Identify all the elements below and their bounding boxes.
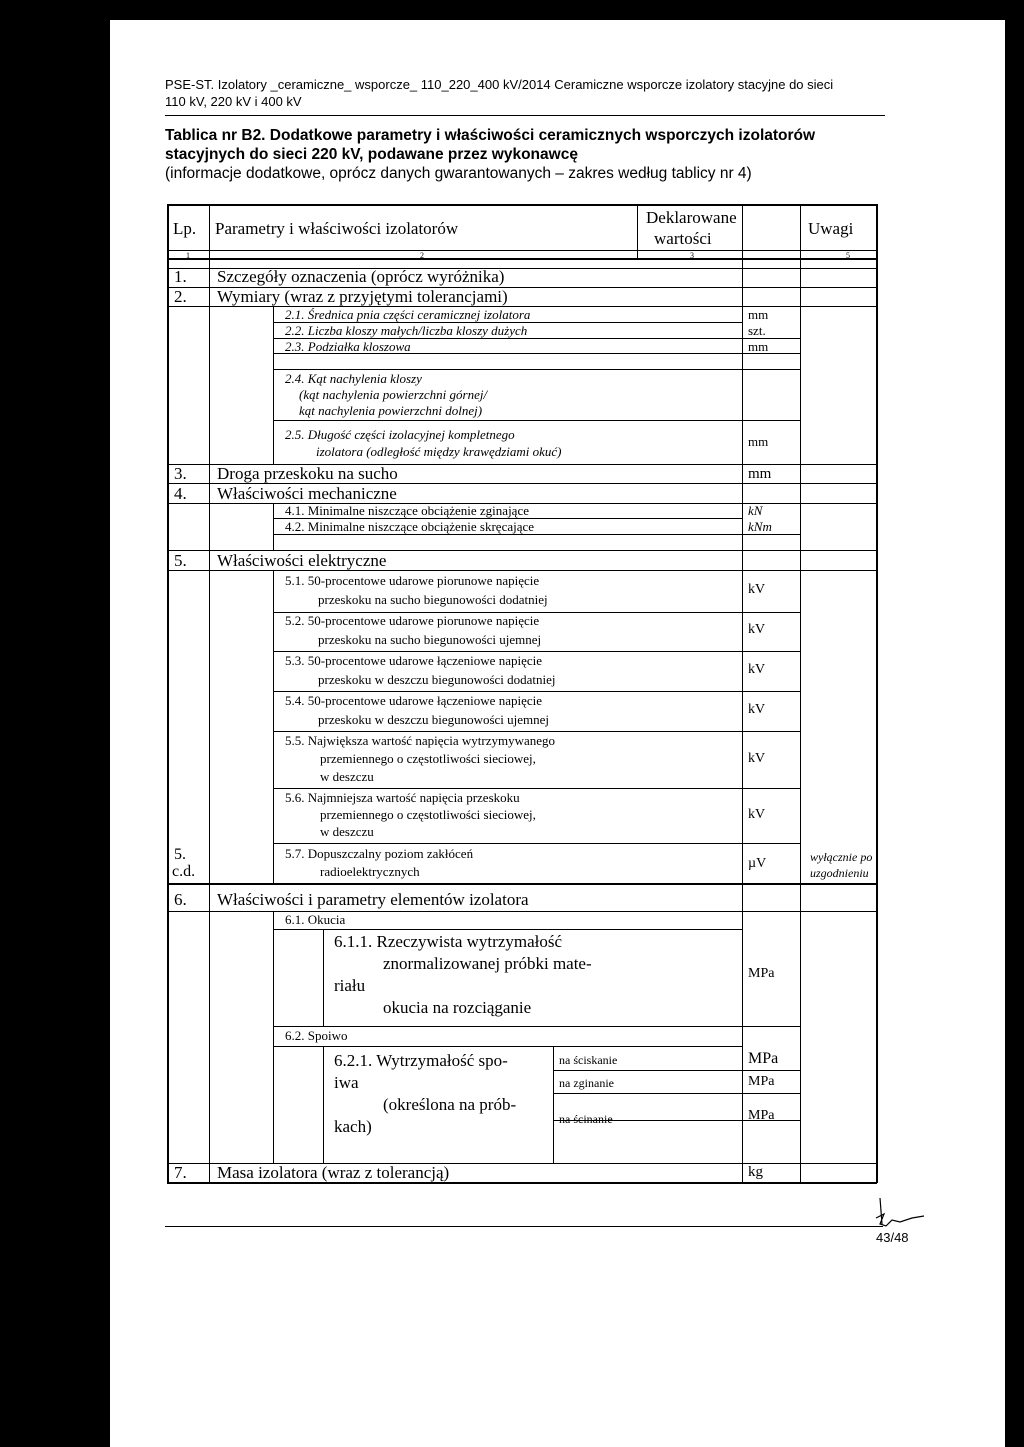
row5-4-unit: kV — [748, 702, 766, 717]
subcol-sep — [273, 306, 274, 464]
colnum-bottom-line — [167, 258, 877, 260]
row2-4-label-c: kąt nachylenia powierzchni dolnej) — [299, 403, 483, 418]
subcol-sep — [553, 1046, 554, 1163]
row4-label: Właściwości mechaniczne — [217, 484, 397, 503]
subrow-line — [273, 369, 800, 370]
row5-7-label-b: radioelektrycznych — [320, 864, 420, 879]
row2-lp: 2. — [174, 287, 187, 306]
col-sep-lp — [209, 204, 210, 1183]
row6-1-1-label-d: okucia na rozciąganie — [383, 998, 532, 1017]
row2-1-label: 2.1. Średnica pnia części ceramicznej izolatora — [285, 307, 531, 322]
row5-2-unit: kV — [748, 622, 766, 637]
row5-7-note-1: wyłącznie po — [810, 850, 873, 864]
row4-lp: 4. — [174, 484, 187, 503]
title-line-1: Tablica nr B2. Dodatkowe parametry i właściwości ceramicznych wsporczych izolatorów — [165, 127, 816, 144]
row5-7-label-a: 5.7. Dopuszczalny poziom zakłóceń — [285, 846, 474, 861]
row2-5-unit: mm — [748, 434, 769, 449]
row6-2-label: 6.2. Spoiwo — [285, 1028, 348, 1043]
subrow-line — [273, 929, 742, 930]
col-sep-declared — [742, 204, 743, 1183]
subrow-line — [553, 1093, 800, 1094]
row5-4-label-a: 5.4. 50-procentowe udarowe łączeniowe napięcie — [285, 693, 542, 708]
row2-2-unit: szt. — [748, 323, 766, 338]
row6-2-stress-2-unit: MPa — [748, 1074, 775, 1089]
table-left-border — [167, 204, 169, 1183]
row6-2-stress-1-unit: MPa — [748, 1050, 779, 1067]
row5-5-label-c: w deszczu — [320, 769, 374, 784]
row4-1-unit: kN — [748, 503, 763, 518]
subcol-sep — [273, 570, 274, 883]
row5-7-unit: µV — [748, 856, 767, 871]
header-declared-2: wartości — [654, 229, 712, 248]
subcol-sep — [323, 929, 324, 1026]
row2-1-unit: mm — [748, 307, 769, 322]
subrow-line — [273, 691, 800, 692]
subrow-line — [273, 843, 800, 844]
row5-4-label-b: przeskoku w deszczu biegunowości ujemnej — [318, 712, 550, 727]
colnum-3: 3 — [690, 251, 694, 260]
header-notes: Uwagi — [808, 219, 854, 238]
row3-unit: mm — [748, 466, 772, 482]
row5-2-label-a: 5.2. 50-procentowe udarowe piorunowe napięcie — [285, 613, 540, 628]
row2-3-unit: mm — [748, 339, 769, 354]
row2-5-label-b: izolatora (odległość między krawędziami okuć) — [316, 444, 562, 459]
row6-2-1-label-d: kach) — [334, 1117, 372, 1136]
row6-lp: 6. — [174, 890, 187, 909]
row5-1-label-a: 5.1. 50-procentowe udarowe piorunowe napięcie — [285, 573, 540, 588]
row4-1-label: 4.1. Minimalne niszczące obciążenie zginające — [285, 503, 529, 518]
row5-6-label-c: w deszczu — [320, 824, 374, 839]
row6-1-label: 6.1. Okucia — [285, 912, 346, 927]
row5-5-unit: kV — [748, 751, 766, 766]
row6-2-stress-3-unit: MPa — [748, 1108, 775, 1123]
header-line-2: 110 kV, 220 kV i 400 kV — [165, 94, 302, 109]
row7-unit: kg — [748, 1164, 763, 1180]
title-line-3: (informacje dodatkowe, oprócz danych gwarantowanych – zakres według tablicy nr 4) — [165, 165, 752, 182]
colnum-2: 2 — [420, 251, 424, 260]
header-bottom-line — [167, 250, 877, 251]
col-sep-notes — [800, 204, 801, 1183]
page-number: 43/48 — [876, 1230, 909, 1245]
row2-5-label-a: 2.5. Długość części izolacyjnej kompletnego — [285, 427, 515, 442]
row2-3-label: 2.3. Podziałka kloszowa — [285, 339, 411, 354]
row5-5-label-b: przemiennego o częstotliwości sieciowej, — [320, 751, 536, 766]
subcol-sep — [273, 911, 274, 1163]
table-right-border — [876, 204, 878, 1183]
row5-5-label-a: 5.5. Największa wartość napięcia wytrzymywanego — [285, 733, 556, 748]
row5cd-lp-1: 5. — [174, 846, 186, 863]
header-params: Parametry i właściwości izolatorów — [215, 219, 459, 238]
row6-2-stress-3: na ścinanie — [559, 1112, 613, 1126]
row5-3-label-a: 5.3. 50-procentowe udarowe łączeniowe napięcie — [285, 653, 542, 668]
row2-4-label-b: (kąt nachylenia powierzchni górnej/ — [299, 387, 488, 402]
row6-2-stress-1: na ściskanie — [559, 1053, 618, 1067]
row6-2-stress-2: na zginanie — [559, 1076, 614, 1090]
subrow-line — [273, 420, 800, 421]
title-line-2: stacyjnych do sieci 220 kV, podawane przez wykonawcę — [165, 146, 578, 163]
row5-1-unit: kV — [748, 582, 766, 597]
row6-label: Właściwości i parametry elementów izolatora — [217, 890, 529, 909]
row5-7-note-2: uzgodnieniu — [810, 866, 869, 880]
table-top-border — [167, 204, 877, 206]
row3-lp: 3. — [174, 464, 187, 483]
subrow-line — [273, 1046, 742, 1047]
row5-1-label-b: przeskoku na sucho biegunowości dodatniej — [318, 592, 548, 607]
row5cd-lp-2: c.d. — [172, 863, 196, 880]
subcol-sep — [273, 503, 274, 550]
row5-6-unit: kV — [748, 807, 766, 822]
table-title — [165, 126, 895, 183]
header-lp: Lp. — [173, 219, 197, 238]
row2-2-label: 2.2. Liczba kloszy małych/liczba kloszy dużych — [285, 323, 528, 338]
row4-2-label: 4.2. Minimalne niszczące obciążenie skręcające — [285, 519, 535, 534]
subrow-line — [273, 651, 800, 652]
subrow-line — [273, 788, 800, 789]
footer-rule — [165, 1226, 883, 1227]
row1-label: Szczegóły oznaczenia (oprócz wyróżnika) — [217, 267, 505, 286]
row6-2-1-label-a: 6.2.1. Wytrzymałość spo- — [334, 1051, 508, 1070]
row6-1-1-label-b: znormalizowanej próbki mate- — [383, 954, 592, 973]
row6-2-1-label-c: (określona na prób- — [383, 1095, 517, 1114]
header-declared-1: Deklarowane — [646, 208, 737, 227]
row5-2-label-b: przeskoku na sucho biegunowości ujemnej — [318, 632, 542, 647]
subrow-line — [273, 731, 800, 732]
row-line — [167, 883, 877, 885]
row6-1-1-unit: MPa — [748, 966, 775, 981]
row5-3-unit: kV — [748, 662, 766, 677]
row7-label: Masa izolatora (wraz z tolerancją) — [217, 1163, 450, 1182]
row6-2-1-label-b: iwa — [334, 1073, 359, 1092]
subcol-sep — [323, 1046, 324, 1163]
row5-6-label-b: przemiennego o częstotliwości sieciowej, — [320, 807, 536, 822]
row7-lp: 7. — [174, 1163, 187, 1182]
colnum-5: 5 — [846, 251, 850, 260]
row6-1-1-label-c: riału — [334, 976, 366, 995]
row3-label: Droga przeskoku na sucho — [217, 464, 398, 483]
colnum-1: 1 — [186, 251, 190, 260]
row6-1-1-label-a: 6.1.1. Rzeczywista wytrzymałość — [334, 932, 563, 951]
subrow-line — [273, 1026, 800, 1027]
row1-lp: 1. — [174, 267, 187, 286]
row5-6-label-a: 5.6. Najmniejsza wartość napięcia przeskoku — [285, 790, 520, 805]
subrow-line — [553, 1070, 800, 1071]
running-header — [165, 76, 925, 110]
row2-4-label-a: 2.4. Kąt nachylenia kloszy — [285, 371, 422, 386]
row5-3-label-b: przeskoku w deszczu biegunowości dodatniej — [318, 672, 556, 687]
row5-label: Właściwości elektryczne — [217, 551, 387, 570]
row4-2-unit: kNm — [748, 519, 772, 534]
header-rule — [165, 115, 885, 116]
header-line-1: PSE-ST. Izolatory _ceramiczne_ wsporcze_ 110_220_400 kV/2014 Ceramiczne wsporcze izolatory stacyjne do sieci — [165, 77, 834, 92]
row2-label: Wymiary (wraz z przyjętymi tolerancjami) — [217, 287, 508, 306]
row5-lp: 5. — [174, 551, 187, 570]
